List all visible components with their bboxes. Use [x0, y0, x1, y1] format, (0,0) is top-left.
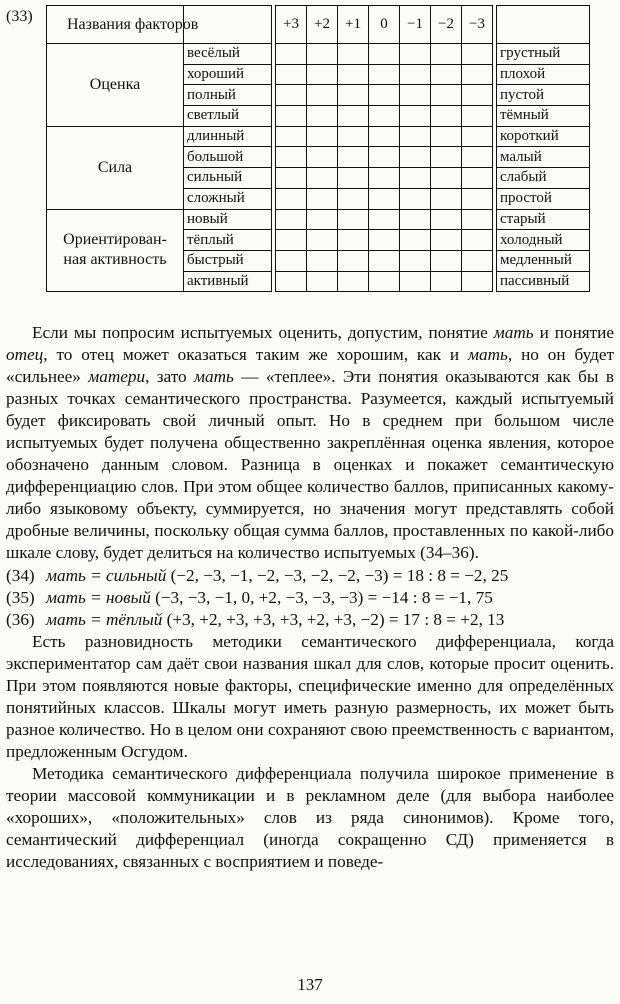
factor-name-line: Ориентирован- [63, 231, 167, 249]
para1-text: и понятие [533, 323, 615, 342]
left-adjective: длинный [184, 126, 272, 147]
scale-header: +2 [307, 6, 338, 44]
scale-cell [400, 188, 431, 209]
right-adjective: грустный [497, 44, 590, 65]
scale-cell [307, 126, 338, 147]
scale-cell [307, 44, 338, 65]
scale-cell [369, 271, 400, 292]
scale-cell [338, 168, 369, 189]
example-calc: (+3, +2, +3, +3, +3, +2, +3, −2) = 17 : 8 = +2, 13 [162, 609, 505, 629]
scale-cell [400, 168, 431, 189]
scale-cell [431, 106, 462, 127]
scale-cell [276, 209, 307, 230]
scale-cell [276, 168, 307, 189]
right-adjective: медленный [497, 250, 590, 271]
right-adjective: короткий [497, 126, 590, 147]
scale-cell [369, 64, 400, 85]
scale-cell [400, 230, 431, 251]
scale-cell [338, 106, 369, 127]
right-adjective: пассивный [497, 271, 590, 292]
right-adjective: простой [497, 188, 590, 209]
right-adjective: тёмный [497, 106, 590, 127]
left-adjective: сильный [184, 168, 272, 189]
example-calc: (−2, −3, −1, −2, −3, −2, −2, −3) = 18 : 8 = −2, 25 [166, 565, 509, 585]
scale-cell [338, 230, 369, 251]
page-number: 137 [297, 975, 323, 994]
para1-italic: мать [468, 345, 508, 365]
para1-text: , зато [145, 367, 195, 387]
para1-text: — «теплее». Эти понятия оказываются как бы в разных точках семантического пространства. Разумеется, каждый испытуемый будет фиксировать свой личный опыт. Но в среднем при большом числе испытуемых будет получена общественно закреплённая оценка явления, которое обозначено данным словом. Разница в оценках и покажет семантическую дифференциацию слов. При этом общее количество баллов, приписанных какому-либо языковому объекту, суммируется, но значения могут представлять собой дробные величины, поскольку общая сумма баллов, проставленных по какой-либо шкале слову, будет делиться на количество испытуемых (34–36). [6, 367, 614, 563]
scale-cell [400, 250, 431, 271]
scale-cell [307, 271, 338, 292]
scale-cell [338, 147, 369, 168]
scale-cell [431, 230, 462, 251]
scale-cell [307, 209, 338, 230]
scale-cell [369, 250, 400, 271]
scale-cell [431, 188, 462, 209]
example-phrase: мать = новый [46, 587, 151, 607]
para1-text: Если мы попросим испытуемых оценить, допустим, понятие [32, 323, 494, 342]
scale-header: −3 [462, 6, 493, 44]
left-adjective: большой [184, 147, 272, 168]
scale-cell [276, 271, 307, 292]
paragraph-1 [6, 322, 614, 565]
table-row [47, 44, 590, 65]
scale-cell [400, 271, 431, 292]
scale-cell [307, 188, 338, 209]
scale-cell [462, 147, 493, 168]
scale-cell [369, 106, 400, 127]
scale-cell [462, 209, 493, 230]
scale-cell [431, 250, 462, 271]
scale-cell [400, 147, 431, 168]
scale-cell [307, 85, 338, 106]
scale-cell [338, 44, 369, 65]
para1-italic: отец [6, 345, 44, 365]
scale-cell [369, 147, 400, 168]
scale-cell [307, 168, 338, 189]
paragraph-3: Методика семантического дифференциала получила широкое применение в теории массовой коммуникации и в рекламном деле (для выбора наиболее «хороших», «положительных» слов из ряда синонимов). Кроме того, семантический дифференциал (иногда сокращенно СД) применяется в исследованиях, связанных с восприятием и поведе- [6, 763, 614, 872]
scale-cell [338, 271, 369, 292]
example-34 [6, 565, 614, 587]
scale-cell [462, 250, 493, 271]
left-adjective: светлый [184, 106, 272, 127]
scale-cell [400, 126, 431, 147]
example-phrase: мать = сильный [46, 565, 167, 585]
header-factor-names [47, 6, 199, 44]
para1-italic: мать [493, 323, 534, 342]
scale-cell [276, 126, 307, 147]
paragraph-2: Есть разновидность методики семантического дифференциала, когда экспериментатор сам даёт свои названия шкал для слов, которые просит оценить. При этом появляются новые факторы, специфические именно для определённых понятийных классов. Шкалы могут иметь разную размерность, их может быть разное количество. Но в целом они сохраняют свою преемственность с вариантом, предложенным Осгудом. [6, 631, 614, 761]
scale-cell [369, 168, 400, 189]
scale-cell [338, 126, 369, 147]
scale-cell [431, 64, 462, 85]
scale-cell [338, 209, 369, 230]
scale-cell [462, 85, 493, 106]
left-adjective: полный [184, 85, 272, 106]
right-adjective: старый [497, 209, 590, 230]
scale-cell [276, 230, 307, 251]
scale-cell [338, 85, 369, 106]
example-number: (34) [6, 565, 35, 585]
scale-cell [276, 250, 307, 271]
scale-cell [276, 188, 307, 209]
scale-cell [400, 106, 431, 127]
factor-name [47, 209, 184, 292]
left-adjective: хороший [184, 64, 272, 85]
scale-cell [276, 85, 307, 106]
scale-cell [462, 126, 493, 147]
scale-cell [369, 209, 400, 230]
semantic-differential-table [46, 5, 590, 292]
scale-cell [431, 147, 462, 168]
factor-name: Сила [47, 126, 184, 209]
para1-text: , то отец может оказаться таким же хорошим, как и [43, 345, 469, 365]
right-adjective: пустой [497, 85, 590, 106]
header-right-empty [497, 6, 590, 44]
example-calc: (−3, −3, −1, 0, +2, −3, −3, −3) = −14 : 8 = −1, 75 [150, 587, 493, 607]
left-adjective: активный [184, 271, 272, 292]
scale-cell [276, 44, 307, 65]
table-row [47, 209, 590, 230]
right-adjective: холодный [497, 230, 590, 251]
scale-cell [462, 271, 493, 292]
left-adjective: весёлый [184, 44, 272, 65]
scale-cell [431, 44, 462, 65]
scale-header: −1 [400, 6, 431, 44]
scale-cell [369, 126, 400, 147]
scale-cell [462, 188, 493, 209]
scale-cell [462, 106, 493, 127]
header-factor-label: Названия факторов [67, 15, 199, 33]
left-adjective: быстрый [184, 250, 272, 271]
scale-cell [276, 106, 307, 127]
scale-cell [431, 168, 462, 189]
example-number: (33) [6, 8, 33, 25]
scale-cell [276, 64, 307, 85]
scale-cell [462, 168, 493, 189]
scale-cell [338, 250, 369, 271]
scale-cell [431, 271, 462, 292]
scale-cell [276, 147, 307, 168]
scale-cell [400, 209, 431, 230]
scale-cell [431, 209, 462, 230]
factor-name-line: ная активность [63, 251, 167, 269]
table-row [47, 126, 590, 147]
scale-cell [338, 64, 369, 85]
left-adjective: сложный [184, 188, 272, 209]
scale-cell [338, 188, 369, 209]
scale-cell [462, 64, 493, 85]
scale-header: +1 [338, 6, 369, 44]
right-adjective: слабый [497, 168, 590, 189]
scale-cell [400, 44, 431, 65]
scale-cell [369, 230, 400, 251]
body-text [6, 322, 614, 873]
example-phrase: мать = тёплый [46, 609, 163, 629]
scale-cell [307, 147, 338, 168]
scale-cell [307, 230, 338, 251]
factor-name: Оценка [47, 44, 184, 127]
table-header-row [47, 6, 590, 44]
scale-cell [369, 44, 400, 65]
scale-cell [400, 64, 431, 85]
para1-italic: мать [194, 367, 234, 387]
scale-cell [462, 230, 493, 251]
para1-italic: матери [88, 367, 146, 387]
right-adjective: плохой [497, 64, 590, 85]
left-adjective: тёплый [184, 230, 272, 251]
scale-header: 0 [369, 6, 400, 44]
scale-cell [307, 250, 338, 271]
scale-cell [462, 44, 493, 65]
scale-cell [400, 85, 431, 106]
scale-header: +3 [276, 6, 307, 44]
scale-cell [307, 106, 338, 127]
scale-header: −2 [431, 6, 462, 44]
example-35 [6, 587, 614, 609]
left-adjective: новый [184, 209, 272, 230]
scale-cell [431, 126, 462, 147]
example-number: (35) [6, 587, 35, 607]
example-36 [6, 609, 614, 631]
scale-cell [369, 85, 400, 106]
scale-cell [369, 188, 400, 209]
example-number: (36) [6, 609, 35, 629]
para1-text: , но он будет «сильнее» [6, 345, 614, 387]
right-adjective: малый [497, 147, 590, 168]
scale-cell [307, 64, 338, 85]
scale-cell [431, 85, 462, 106]
